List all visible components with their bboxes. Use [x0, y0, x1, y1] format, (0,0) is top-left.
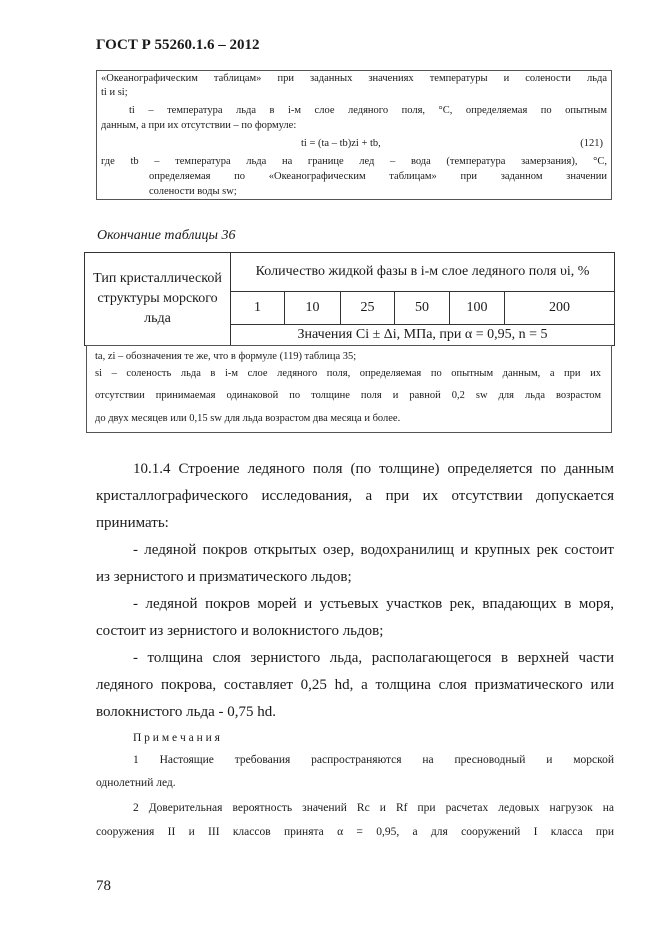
column-value: 100: [450, 292, 505, 325]
paragraph-line: 10.1.4 Строение ледяного поля (по толщине) определяется по данным: [133, 461, 614, 477]
box-line: ti и si;: [101, 87, 128, 98]
paragraph-line: принимать:: [96, 515, 169, 531]
box-line: «Океанографическим таблицам» при заданных значениях температуры и солености льда: [101, 73, 607, 84]
box-line: определяемая по «Океанографическим таблицам» при заданном значении: [149, 171, 607, 182]
box-line: ti – температура льда в i-м слое ледяного поля, °С, определяемая по опытным: [129, 105, 607, 116]
notes-line: ta, zi – обозначения те же, что в формуле (119) таблица 35;: [95, 351, 357, 362]
box-line: данным, а при их отсутствии – по формуле:: [101, 120, 297, 131]
formula-121: ti = (ta – tb)zi + tb,: [301, 138, 381, 149]
note-line: 2 Доверительная вероятность значений Rc и Rf при расчетах ледовых нагрузок на: [133, 802, 614, 814]
paragraph-line: кристаллографического исследования, а при их отсутствии допускается: [96, 488, 614, 504]
list-item: - ледяной покров открытых озер, водохранилищ и крупных рек состоит: [133, 542, 614, 558]
column-value: 10: [285, 292, 341, 325]
structure-type-header: Тип кристаллической структуры морского льда: [85, 253, 231, 346]
document-header: ГОСТ Р 55260.1.6 – 2012: [96, 37, 260, 53]
notes-line: si – соленость льда в i-м слое ледяного поля, определяемая по опытным данным, а при их: [95, 368, 601, 379]
formula-number: (121): [580, 138, 603, 149]
column-value: 50: [395, 292, 450, 325]
column-value: 25: [341, 292, 395, 325]
box-line: где tb – температура льда на границе лед – вода (температура замерзания), °С,: [101, 156, 607, 167]
box-line: солености воды sw;: [149, 186, 237, 197]
values-row: Значения Ci ± Δi, МПа, при α = 0,95, n = 5: [231, 325, 615, 346]
list-item: ледяного покрова, составляет 0,25 hd, а толщина слоя призматического или: [96, 677, 614, 693]
page-number: 78: [96, 878, 111, 894]
notes-line: отсутствии принимаемая одинаковой по толщине поля и равной 0,2 sw для льда возрастом: [95, 390, 601, 401]
list-item: - толщина слоя зернистого льда, располагающегося в верхней части: [133, 650, 614, 666]
list-item: волокнистого льда - 0,75 hd.: [96, 704, 277, 720]
note-line: сооружения II и III классов принята α = 0,95, а для сооружений I класса при: [96, 826, 614, 838]
table-notes-box: [86, 345, 612, 433]
table-caption: Окончание таблицы 36: [97, 228, 236, 243]
liquid-phase-header: Количество жидкой фазы в i-м слое ледяного поля υi, %: [231, 253, 615, 292]
formula-explanation-box: [96, 70, 612, 200]
list-item: состоит из зернистого и волокнистого льдов;: [96, 623, 384, 639]
note-line: 1 Настоящие требования распространяются на пресноводный и морской: [133, 754, 614, 766]
notes-line: до двух месяцев или 0,15 sw для льда возрастом два месяца и более.: [95, 413, 401, 424]
column-value: 1: [231, 292, 285, 325]
list-item: - ледяной покров морей и устьевых участков рек, впадающих в моря,: [133, 596, 614, 612]
note-line: однолетний лед.: [96, 777, 176, 789]
notes-heading: П р и м е ч а н и я: [133, 732, 220, 744]
list-item: из зернистого и призматического льдов;: [96, 569, 352, 585]
column-value: 200: [505, 292, 615, 325]
liquid-phase-table: [84, 252, 615, 346]
